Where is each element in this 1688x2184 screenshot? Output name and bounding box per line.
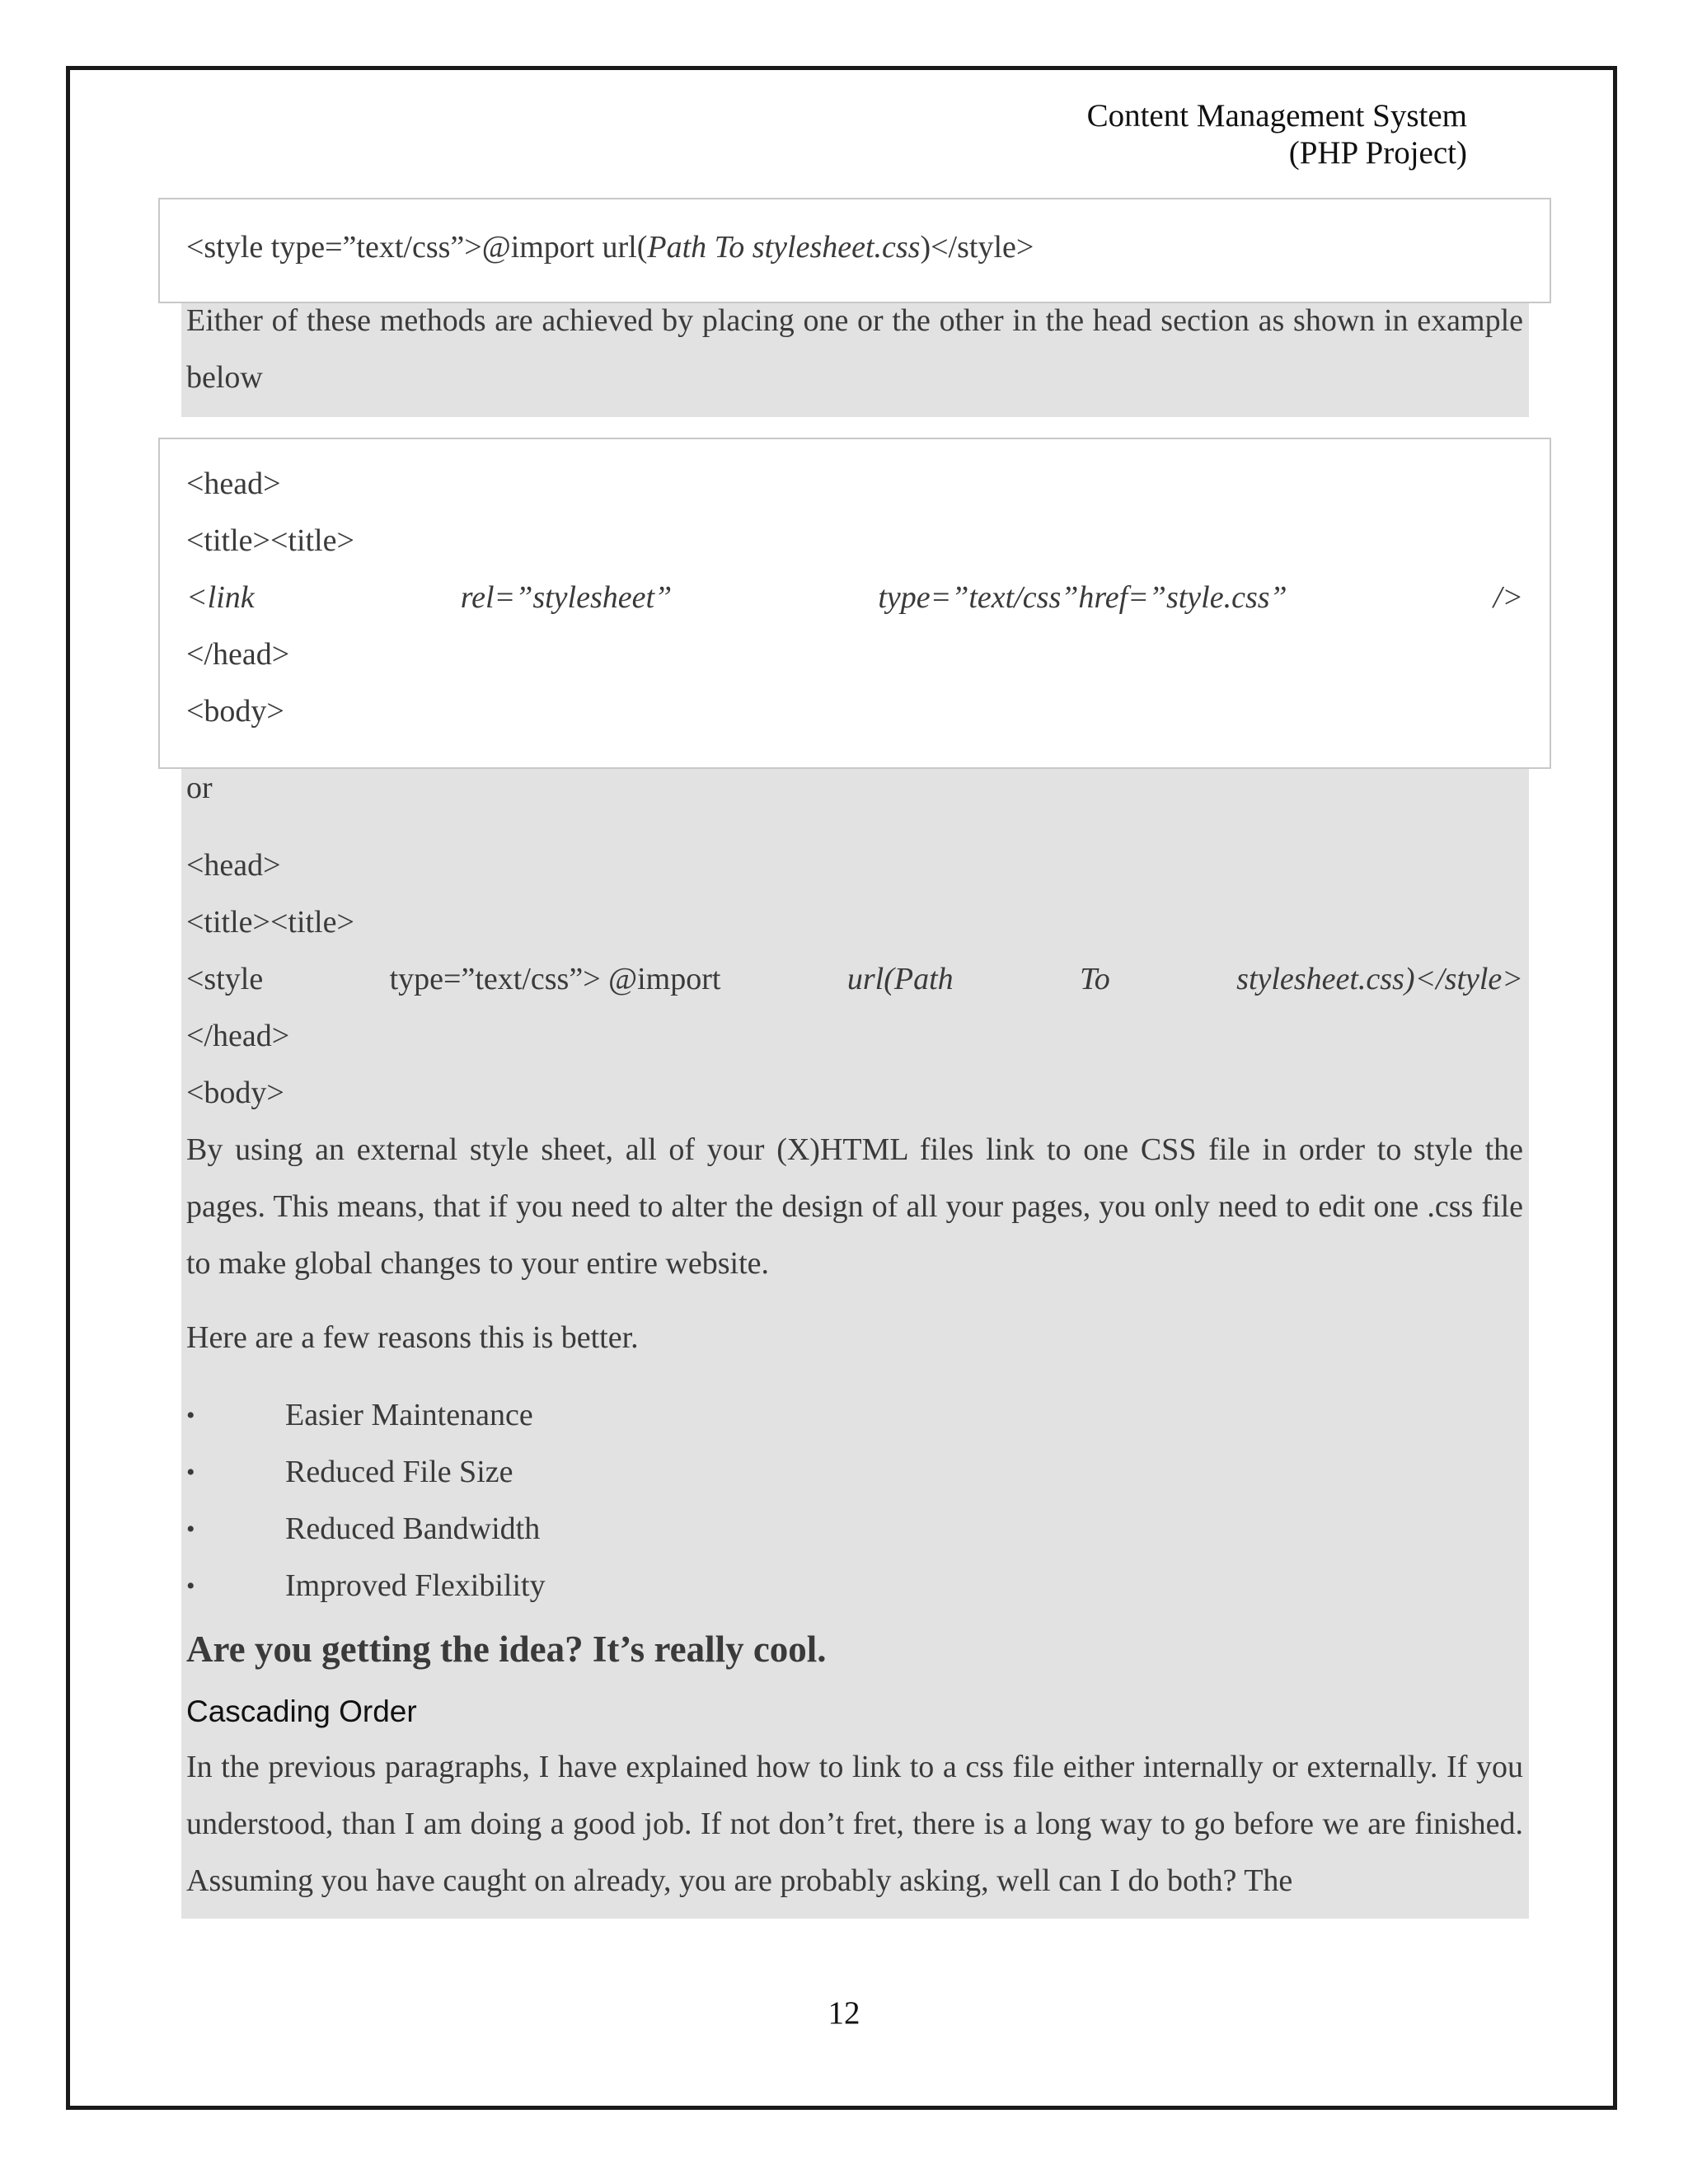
reasons-intro: Here are a few reasons this is better. — [186, 1320, 639, 1355]
running-header — [1087, 97, 1467, 171]
code-box-import — [158, 198, 1551, 303]
list-item: • Reduced File Size — [186, 1444, 1523, 1501]
bold-heading: Are you getting the idea? It’s really cool. — [186, 1629, 827, 1670]
list-item: • Improved Flexibility — [186, 1558, 1523, 1615]
style-code-import: <style type=”text/css”> @import url(Path To stylesheet.css)</style> — [186, 962, 1523, 996]
import-code-line: <style type=”text/css”>@import url(Path To stylesheet.css)</style> — [186, 230, 1034, 265]
code-line-head-close: </head> — [186, 637, 290, 672]
header-subtitle: (PHP Project) — [1288, 135, 1467, 171]
code-line-link: <link rel=”stylesheet” type=”text/css”href=”style.css” /> — [186, 580, 1523, 615]
style-code-head-close: </head> — [186, 1019, 290, 1053]
external-stylesheet-paragraph: By using an external style sheet, all of your (X)HTML files link to one CSS file in order to style the pages. This means, that if you need to alter the design of all your pages, you only need to edit one .css file to make global changes to your entire website. — [186, 1132, 1523, 1281]
style-code-head-open: <head> — [186, 848, 281, 883]
intro-paragraph: Either of these methods are achieved by placing one or the other in the head section as shown in example below — [186, 303, 1523, 395]
header-title: Content Management System — [1086, 98, 1467, 134]
style-code-block — [186, 837, 1523, 1122]
code-line-head-open: <head> — [186, 466, 281, 501]
list-item: • Easier Maintenance — [186, 1387, 1523, 1444]
bullet-icon: • — [186, 1572, 195, 1600]
or-text: or — [186, 771, 213, 805]
style-code-title: <title><title> — [186, 905, 354, 940]
cascading-order-heading: Cascading Order — [186, 1694, 417, 1728]
code-box-link-example — [158, 438, 1551, 769]
page-number: 12 — [828, 1995, 860, 2031]
bullet-icon: • — [186, 1402, 195, 1429]
bullet-icon: • — [186, 1516, 195, 1543]
reasons-list — [186, 1387, 1523, 1615]
list-item: • Reduced Bandwidth — [186, 1501, 1523, 1558]
code-line-body: <body> — [186, 694, 284, 729]
bullet-icon: • — [186, 1459, 195, 1486]
code-line-title: <title><title> — [186, 523, 354, 558]
style-code-body: <body> — [186, 1076, 284, 1110]
cascading-paragraph: In the previous paragraphs, I have explained how to link to a css file either internally or externally. If you understood, than I am doing a good job. If not don’t fret, there is a long way to go before we are finished. Assuming you have caught on already, you are probably asking, well can I do both? The — [186, 1750, 1523, 1898]
